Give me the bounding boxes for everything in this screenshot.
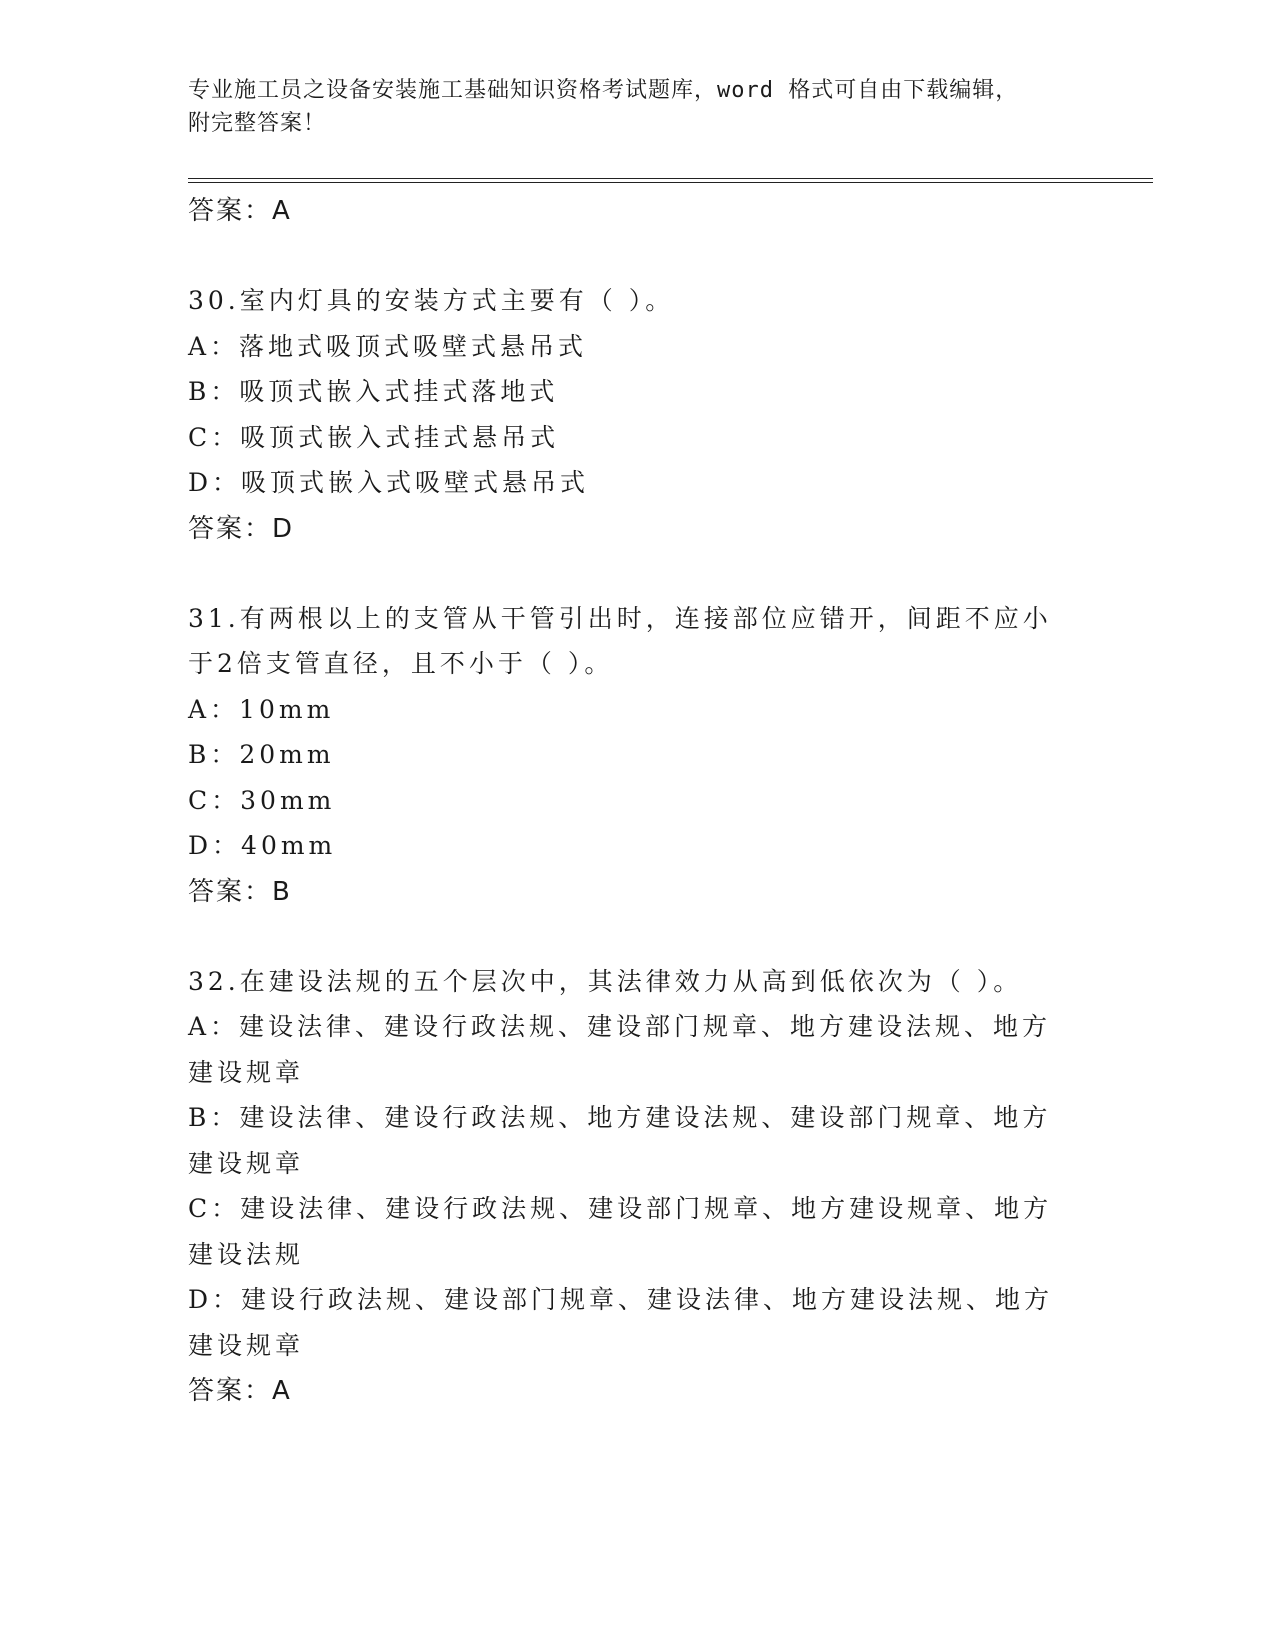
option-a: A：落地式吸顶式吸壁式悬吊式 — [188, 331, 588, 361]
option-c: C：30mm — [188, 785, 336, 815]
header-line-1: 专业施工员之设备安装施工基础知识资格考试题库，word 格式可自由下载编辑， — [188, 78, 1019, 103]
question-text: 30.室内灯具的安装方式主要有（ ）。 — [188, 286, 675, 315]
answer: 答案：A — [188, 1376, 292, 1406]
option-c: C：建设法律、建设行政法规、建设部门规章、地方建设规章、地方建设法规 — [188, 1194, 1053, 1269]
option-b: B：建设法律、建设行政法规、地方建设法规、建设部门规章、地方建设规章 — [188, 1103, 1052, 1178]
option-d: D：40mm — [188, 831, 337, 860]
question-text: 31.有两根以上的支管从干管引出时，连接部位应错开，间距不应小于2倍支管直径，且不小于（ ）。 — [188, 603, 1052, 678]
question-30 — [188, 278, 1088, 552]
question-31 — [188, 596, 1088, 915]
option-c: C：吸顶式嵌入式挂式悬吊式 — [188, 422, 560, 452]
question-text: 32.在建设法规的五个层次中，其法律效力从高到低依次为（ ）。 — [188, 966, 1023, 996]
answer: 答案：D — [188, 513, 295, 544]
option-a: A：建设法律、建设行政法规、建设部门规章、地方建设法规、地方建设规章 — [188, 1012, 1052, 1087]
header-line-2: 附完整答案！ — [188, 111, 327, 136]
question-list — [188, 188, 1088, 1414]
option-b: B：20mm — [188, 740, 335, 769]
header-divider — [188, 178, 1153, 183]
option-d: D：吸顶式嵌入式吸壁式悬吊式 — [188, 468, 590, 497]
answer: 答案：B — [188, 876, 292, 907]
question-32 — [188, 959, 1088, 1415]
answer-29: 答案：A — [188, 196, 292, 226]
document-header — [188, 74, 1068, 140]
option-d: D：建设行政法规、建设部门规章、建设法律、地方建设法规、地方建设规章 — [188, 1285, 1054, 1360]
option-b: B：吸顶式嵌入式挂式落地式 — [188, 377, 559, 406]
option-a: A：10mm — [188, 694, 335, 724]
